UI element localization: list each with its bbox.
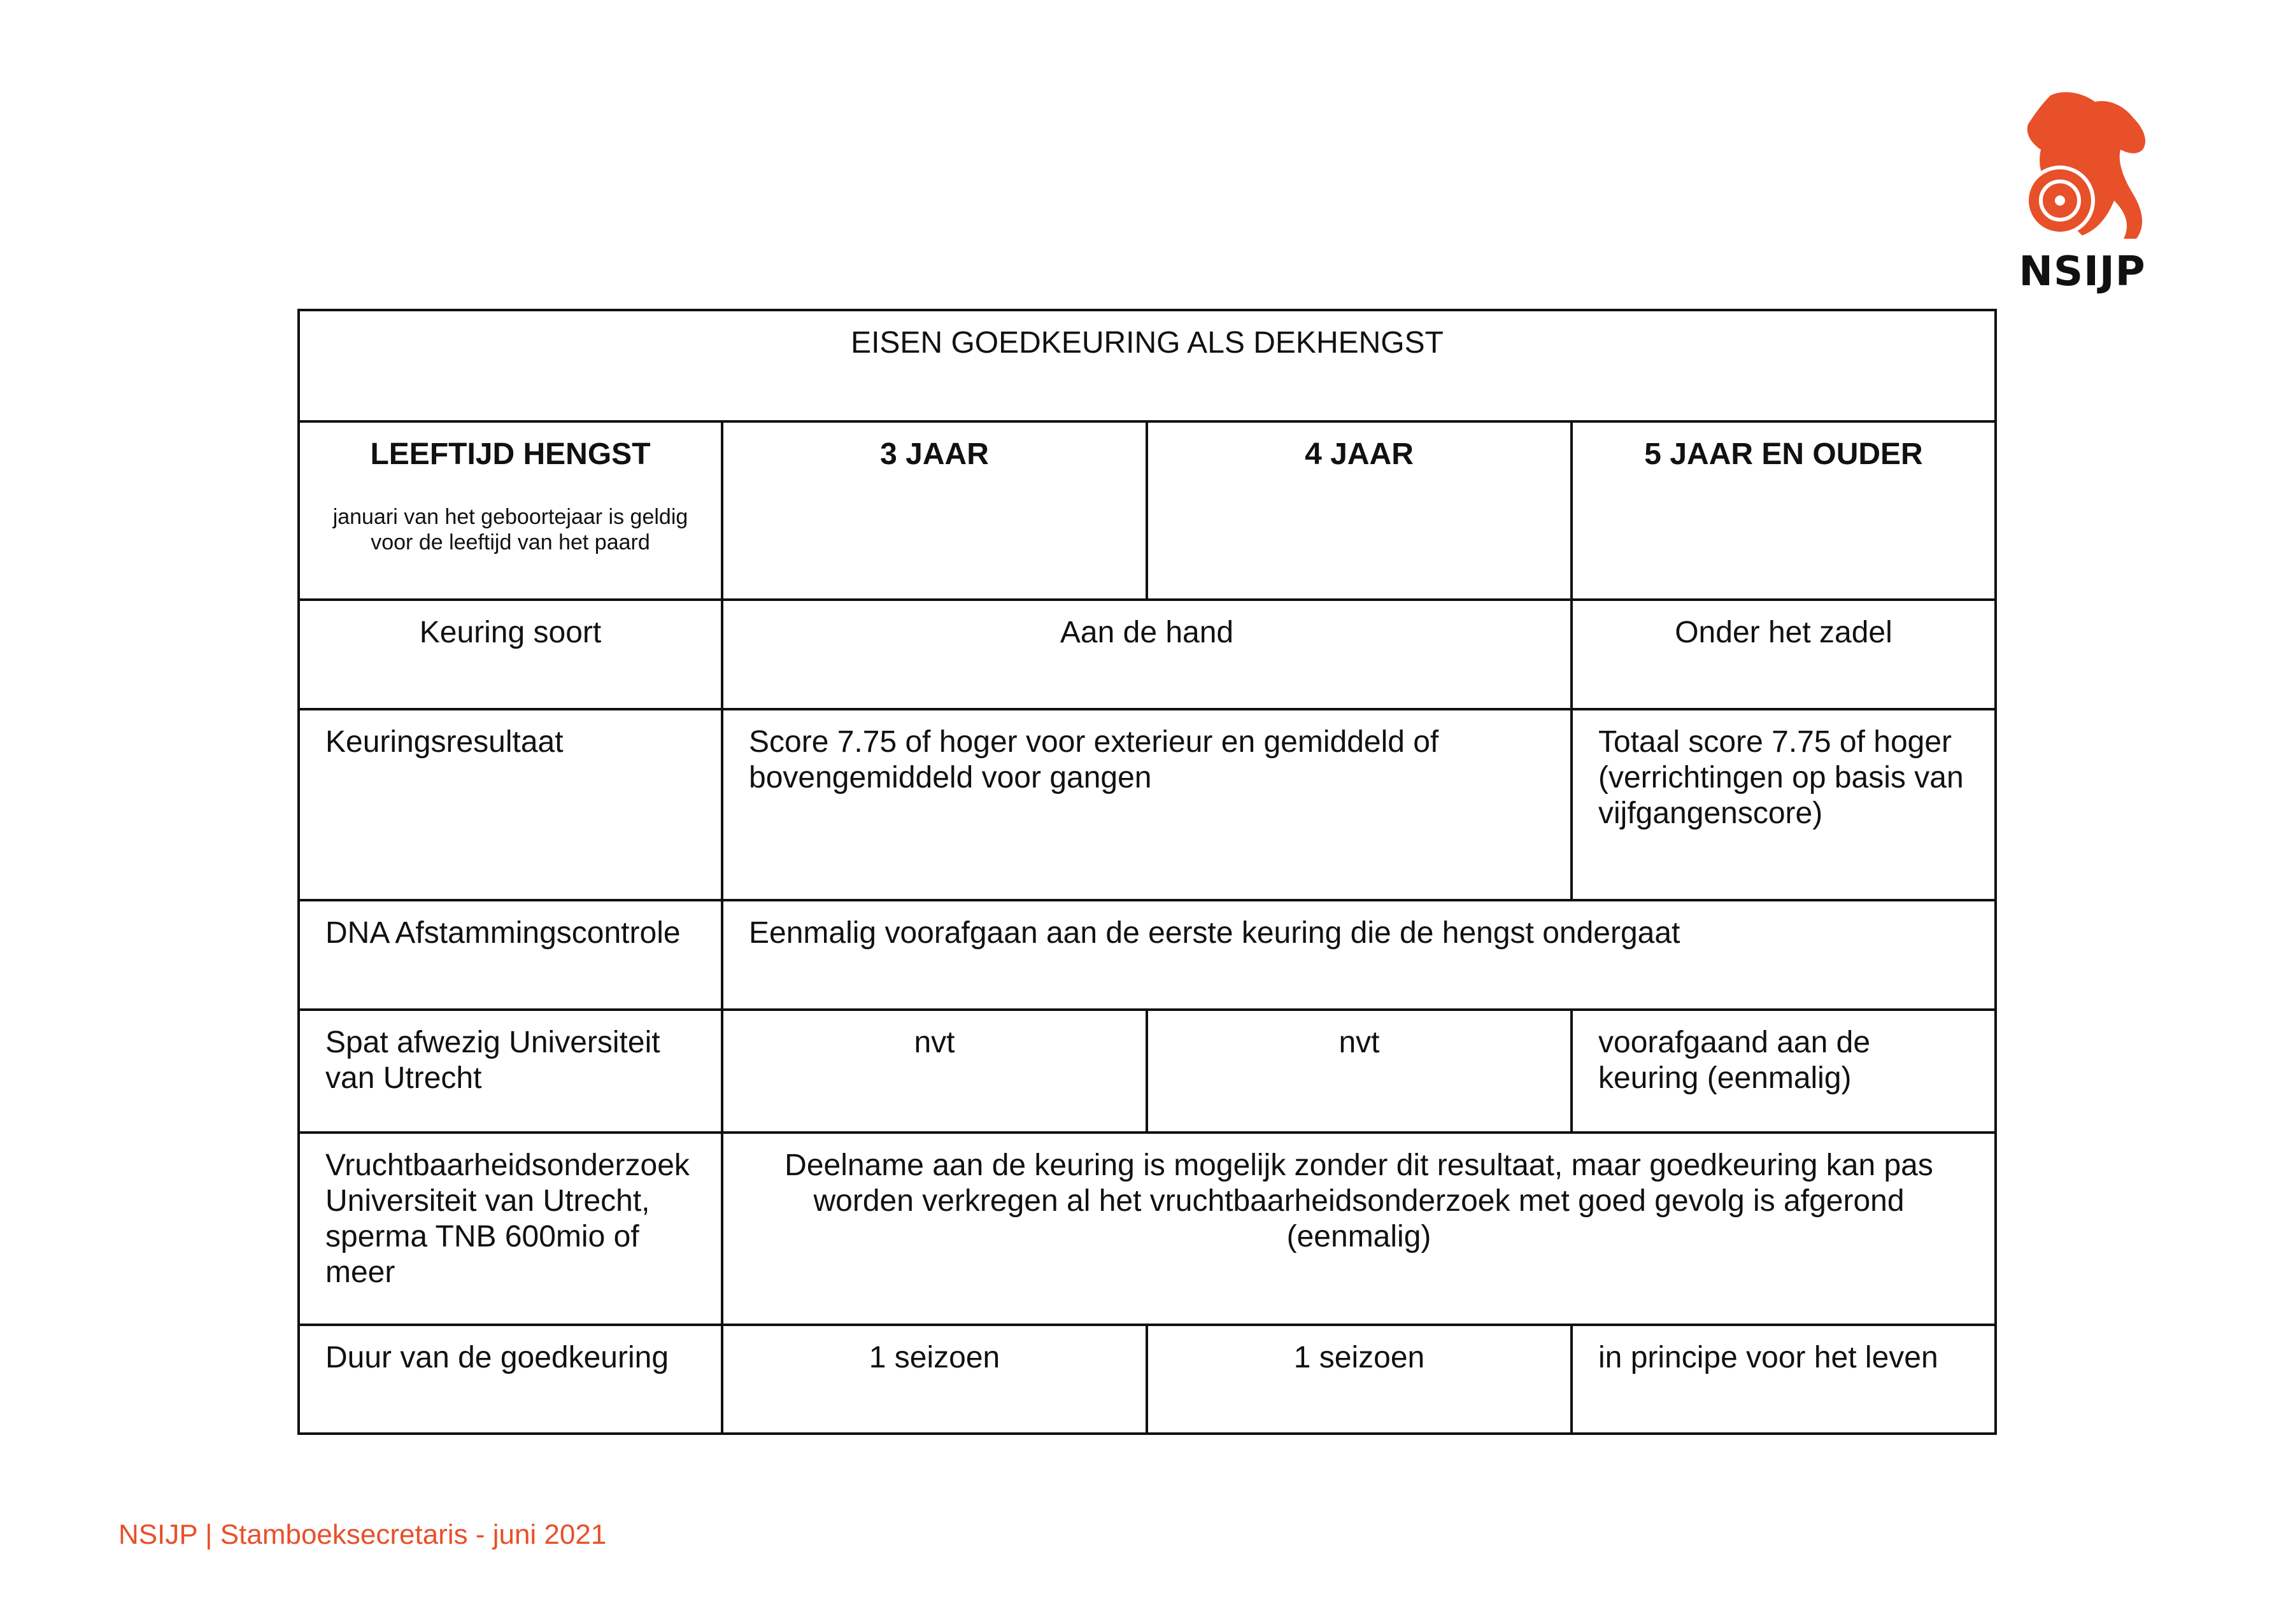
requirements-table xyxy=(297,309,1997,1435)
keuring-soort-5: Onder het zadel xyxy=(1572,600,1996,709)
header-4-jaar: 4 JAAR xyxy=(1147,421,1572,600)
vruchtbaarheid-value: Deelname aan de keuring is mogelijk zonder dit resultaat, maar goedkeuring kan pas worden verkregen al het vruchtbaarheidsonderzoek met goed gevolg is afgerond (eenmalig) xyxy=(722,1133,1996,1325)
keuringsresultaat-5: Totaal score 7.75 of hoger (verrichtingen op basis van vijfgangenscore) xyxy=(1572,709,1996,900)
table-row xyxy=(299,1325,1996,1434)
table-row xyxy=(299,709,1996,900)
duur-3-jaar: 1 seizoen xyxy=(722,1325,1147,1434)
row-label-duur: Duur van de goedkeuring xyxy=(299,1325,722,1434)
row-label-vruchtbaarheid: Vruchtbaarheidsonderzoek Universiteit van Utrecht, sperma TNB 600mio of meer xyxy=(299,1133,722,1325)
keuring-soort-3-4: Aan de hand xyxy=(722,600,1572,709)
header-age-label: LEEFTIJD HENGST xyxy=(370,437,651,471)
nsijp-logo xyxy=(2012,89,2152,306)
duur-5-jaar: in principe voor het leven xyxy=(1572,1325,1996,1434)
row-label-spat: Spat afwezig Universiteit van Utrecht xyxy=(299,1010,722,1133)
keuringsresultaat-3-4: Score 7.75 of hoger voor exterieur en gemiddeld of bovengemiddeld voor gangen xyxy=(722,709,1572,900)
spat-5-jaar: voorafgaand aan de keuring (eenmalig) xyxy=(1572,1010,1996,1133)
row-label-keuring-soort: Keuring soort xyxy=(299,600,722,709)
header-5-jaar: 5 JAAR EN OUDER xyxy=(1572,421,1996,600)
spat-3-jaar: nvt xyxy=(722,1010,1147,1133)
table-row xyxy=(299,1133,1996,1325)
row-label-dna: DNA Afstammingscontrole xyxy=(299,900,722,1010)
logo-text: NSIJP xyxy=(2019,248,2146,295)
table-row xyxy=(299,900,1996,1010)
footer-text: NSIJP | Stamboeksecretaris - juni 2021 xyxy=(118,1519,607,1550)
table-row xyxy=(299,600,1996,709)
header-age-note: januari van het geboortejaar is geldig voor de leeftijd van het paard xyxy=(332,505,688,554)
header-3-jaar: 3 JAAR xyxy=(722,421,1147,600)
table-row xyxy=(299,1010,1996,1133)
table-title: EISEN GOEDKEURING ALS DEKHENGST xyxy=(299,310,1996,421)
dna-value: Eenmalig voorafgaan aan de eerste keuring die de hengst ondergaat xyxy=(722,900,1996,1010)
duur-4-jaar: 1 seizoen xyxy=(1147,1325,1572,1434)
row-label-keuringsresultaat: Keuringsresultaat xyxy=(299,709,722,900)
horse-logo-icon xyxy=(2012,89,2152,242)
header-age xyxy=(299,421,722,600)
spat-4-jaar: nvt xyxy=(1147,1010,1572,1133)
